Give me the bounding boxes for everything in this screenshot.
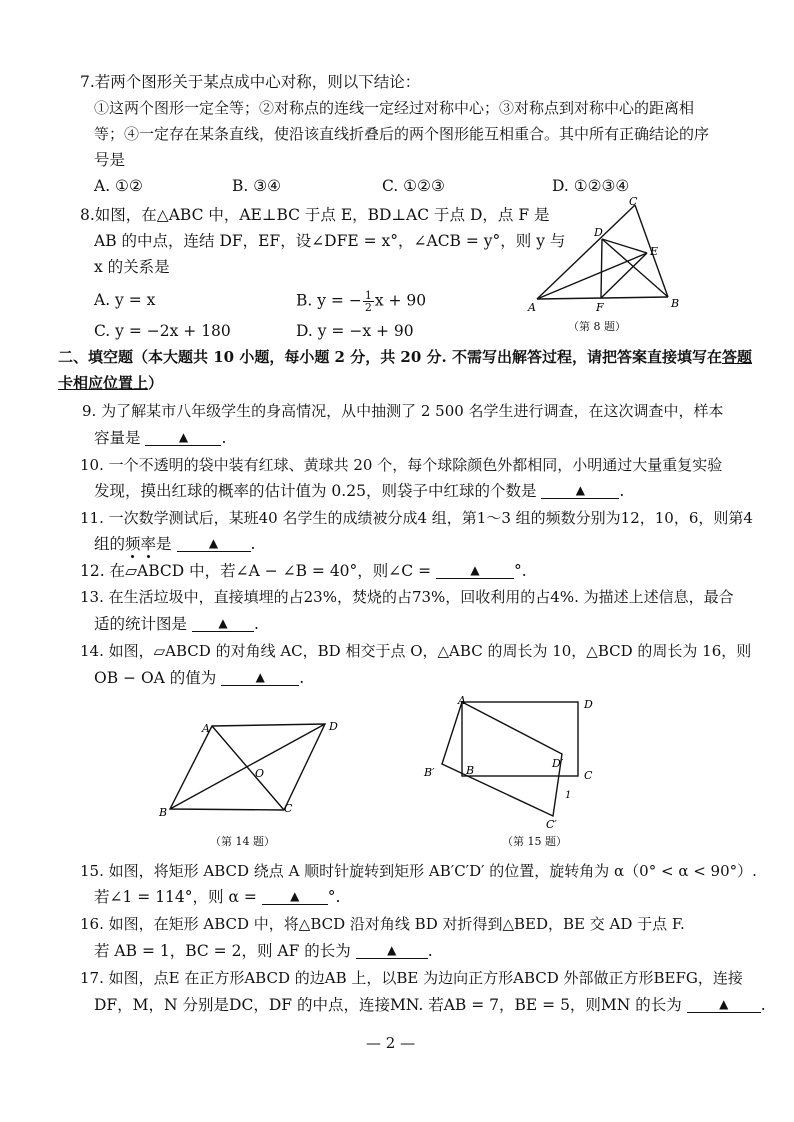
q15-answer-blank[interactable] [262,887,328,905]
q8-line3: x 的关系是 [94,258,170,276]
fraction-denominator: 2 [364,301,372,314]
q9-line2 [94,428,226,448]
q11-emphasis-2: 率 [140,535,157,553]
q11-answer-blank[interactable] [177,534,251,552]
fig8-label-d: D [594,226,603,239]
fig15-label-b-prime: B′ [424,766,435,779]
section-2-answer-sheet-underlined: 答题 [721,348,752,366]
triangle-icon: ▲ [255,670,265,684]
q7-line3: 等；④一定存在某条直线，使沿该直线折叠后的两个图形能互相重合。其中所有正确结论的序 [94,125,710,143]
q12-end: °. [514,562,527,580]
q9-text: 容量是 [94,429,141,447]
fig15-label-d: D [584,698,593,711]
fig15-label-b: B [466,764,475,777]
fig14-label-d: D [329,720,338,733]
page-number: — 2 — [366,1034,416,1052]
q14-text: OB − OA 的值为 [94,669,217,687]
fig8-label-f: F [596,301,604,314]
q15-text: 若∠1 = 114°，则 α = [94,888,257,906]
q7-option-a: A. ①② [94,177,143,195]
q15-end: °. [327,888,341,906]
q11-text-b: 是 [156,535,172,553]
fig8-label-c: C [629,195,638,208]
figure-8-triangle [525,195,695,320]
q15-line2 [94,887,340,907]
q11-text-a: 组的 [94,535,126,553]
q14-line2 [94,668,304,688]
figure-15-caption: （第 15 题） [502,835,567,848]
q13-answer-blank[interactable] [192,614,254,632]
q7-option-b: B. ③④ [232,177,282,195]
q11-line1: 11. 一次数学测试后，某班40 名学生的成绩被分成4 组，第1～3 组的频数分别为12，10，6，则第4 [80,509,753,527]
q10-line1: 10. 一个不透明的袋中装有红球、黄球共 20 个，每个球除颜色外都相同，小明通过大量重复实验 [80,456,723,474]
fig14-label-b: B [159,806,168,819]
fig15-label-c-prime: C′ [546,818,557,831]
q8-option-a: A. y = x [94,291,156,309]
q14-line1: 14. 如图，▱ABCD 的对角线 AC，BD 相交于点 O，△ABC 的周长为 10，△BCD 的周长为 16，则 [80,642,752,660]
q16-end: . [427,942,433,960]
half-fraction [363,290,374,313]
q13-line1: 13. 在生活垃圾中，直接填埋的占23%，焚烧的占73%，回收利用的占4%. 为描述上述信息，最合 [80,588,734,606]
q11-line2 [94,534,255,554]
triangle-icon: ▲ [208,536,219,550]
q13-text: 适的统计图是 [94,615,188,633]
q11-end: . [250,535,256,553]
fig8-label-e: E [650,245,659,258]
fig15-label-d-prime: D′ [552,757,564,770]
fig8-label-b: B [671,297,680,310]
q17-answer-blank[interactable] [687,995,761,1013]
q9-line1: 9. 为了解某市八年级学生的身高情况，从中抽测了 2 500 名学生进行调查，在这次调查中，样本 [82,402,724,420]
q17-line2 [94,995,766,1015]
q8-line2: AB 的中点，连结 DF，EF，设∠DFE = x°，∠ACB = y°，则 y 与 [94,232,566,250]
section-2-title-close: ） [148,374,164,392]
q12-answer-blank[interactable] [436,561,514,579]
figure-14-parallelogram [150,712,350,827]
q7-option-d: D. ①②③④ [552,177,630,195]
q13-line2 [94,614,259,634]
q12-text: 12. 在▱ABCD 中，若∠A − ∠B = 40°，则∠C = [80,562,432,580]
q14-answer-blank[interactable] [221,668,299,686]
q8-line1: 8.如图，在△ABC 中，AE⊥BC 于点 E，BD⊥AC 于点 D，点 F 是 [80,206,550,224]
q17-line1: 17. 如图，点E 在正方形ABCD 的边AB 上，以BE 为边向正方形ABCD 外部做正方形BEFG，连接 [80,969,743,987]
triangle-icon: ▲ [470,563,480,577]
fig14-label-c: C [284,802,293,815]
q15-line1: 15. 如图，将矩形 ABCD 绕点 A 顺时针旋转到矩形 AB′C′D′ 的位置，旋转角为 α（0° < α < 90°）. [80,862,757,880]
q9-end: . [221,429,227,447]
q16-text: 若 AB = 1，BC = 2，则 AF 的长为 [94,942,351,960]
figure-15-rotated-rectangles [420,692,610,832]
q16-answer-blank[interactable] [356,941,428,959]
q13-end: . [253,615,259,633]
triangle-icon: ▲ [575,483,585,497]
q12-line1 [80,561,527,581]
section-2-title-main: 二、填空题（本大题共 10 小题，每小题 2 分，共 20 分. 不需写出解答过程，请把答案直接填写在 [58,348,722,366]
q11-emphasis-1: 频 [125,535,141,553]
q9-answer-blank[interactable] [145,428,221,446]
q7-line2: ①这两个图形一定全等；②对称点的连线一定经过对称中心；③对称点到对称中心的距离相 [94,99,695,117]
q8-option-b-suffix: x + 90 [374,291,427,310]
triangle-icon: ▲ [178,430,189,444]
q8-option-b-prefix: B. y = − [296,291,362,310]
triangle-icon: ▲ [218,616,228,630]
fig8-label-a: A [528,301,536,314]
q8-option-b [296,290,426,313]
triangle-icon: ▲ [387,943,397,957]
figure-8-caption: （第 8 题） [568,320,626,333]
q10-line2 [94,481,624,501]
fraction-numerator: 1 [364,289,372,302]
section-2-title [58,347,752,367]
q14-end: . [299,669,305,687]
section-2-title-line2 [58,373,163,393]
q17-text: DF，M，N 分别是DC，DF 的中点，连接MN. 若AB = 7，BE = 5，则MN 的长为 [94,996,682,1014]
q7-option-c: C. ①②③ [382,177,445,195]
fig15-label-c: C [584,769,593,782]
figure-14-caption: （第 14 题） [210,835,275,848]
q16-line1: 16. 如图，在矩形 ABCD 中，将△BCD 沿对角线 BD 对折得到△BED，BE 交 AD 于点 F. [80,915,685,933]
q10-text: 发现，摸出红球的概率的估计值为 0.25，则袋子中红球的个数是 [94,482,537,500]
q7-line1: 7.若两个图形关于某点成中心对称，则以下结论： [80,73,421,91]
q10-answer-blank[interactable] [541,481,619,499]
fig15-angle-1: 1 [565,790,572,801]
q7-line4: 号是 [94,151,126,169]
triangle-icon: ▲ [290,889,300,903]
q17-end: . [760,996,766,1014]
q8-option-c: C. y = −2x + 180 [94,322,231,340]
fig14-label-a: A [202,722,210,735]
fig14-label-o: O [255,767,265,780]
q8-option-d: D. y = −x + 90 [296,322,414,340]
q10-end: . [619,482,625,500]
q16-line2 [94,941,433,961]
section-2-answer-position: 卡相应位置上 [58,374,149,392]
fig15-label-a: A [458,694,466,707]
triangle-icon: ▲ [719,997,729,1011]
